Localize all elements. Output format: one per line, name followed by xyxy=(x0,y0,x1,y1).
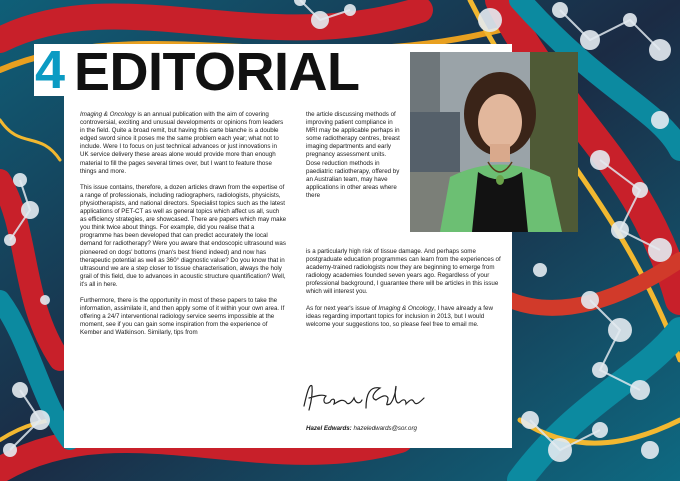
paragraph: is a particularly high risk of tissue damage. And perhaps some postgraduate education programmes can learn from the experiences of academy-trained radiologists now they are beginning to emerge from radiology academies founded seven years ago. Regardless of your professional background, I guarantee there will be articles in this issue which will interest you. xyxy=(306,248,501,296)
text-column-left xyxy=(80,111,287,345)
author-photo xyxy=(410,52,578,232)
author-byline xyxy=(306,425,417,432)
page-title: EDITORIAL xyxy=(74,42,360,102)
author-email: hazeledwards@sor.org xyxy=(353,425,417,432)
paragraph: As for next year's issue of Imaging & Oncology, I have already a few ideas regarding important topics for inclusion in 2013, but I would welcome your suggestions too, so please feel free to email me. xyxy=(306,304,493,328)
publication-name: Imaging & Oncology xyxy=(80,111,136,118)
page-number-badge xyxy=(34,40,64,100)
text-column-right-bottom xyxy=(306,248,502,337)
paragraph: Imaging & Oncology is an annual publication with the aim of covering controversial, exciting and unusual developments or opinions from leaders in the field. Quite a broad remit, but having this carte blanche is a double edged sword since it poses me the same problem each year; what not to include. Were I to focus on just technical advances or just innovations in UK service delivery these areas alone would provide more than enough material to fill the pages several times over, but I want to feature those things and more. xyxy=(80,111,284,175)
paragraph: the article discussing methods of improving patient compliance in MRI may be applicable perhaps in some radiotherapy centres, breast imaging departments and early pregnancy assessment units. Dose reduction methods in paediatric radiotherapy, offered by an Australian team, may have applications in other areas where there xyxy=(306,111,400,199)
paragraph: This issue contains, therefore, a dozen articles drawn from the expertise of a range of professionals, including radiographers, radiologists, physicists, physiotherapists, and national directors. Specialist topics such as the latest applications of PET-CT as well as general topics which affect us all, such as efficiency strategies, are showcased. There are papers which may make you think twice about things. For example, did you realise that a programme has been developed that can predict accurately the local demand for radiotherapy? Were you aware that endoscopic ultrasound was pioneered on dogs' bottoms (man's best friend indeed) and now has therapeutic potential as well as 360° diagnostic value? Do you know that in ultrasound we are a step closer to tissue characterisation, always the holy grail of this field, due to advances in acoustic structure quantification? Well, it's all in here. xyxy=(80,183,287,288)
paragraph: Furthermore, there is the opportunity in most of these papers to take the information, assimilate it, and then apply some of it within your own area. If offering a 24/7 interventional radiology service seems impossible at the moment, see if you can gain some inspiration from the experience of Kember and Watkinson. Similarly, tips from xyxy=(80,296,285,337)
page-number: 4 xyxy=(34,40,64,100)
text-column-right-top xyxy=(306,111,402,208)
signature-image xyxy=(300,380,430,416)
author-name: Hazel Edwards: xyxy=(306,425,352,432)
